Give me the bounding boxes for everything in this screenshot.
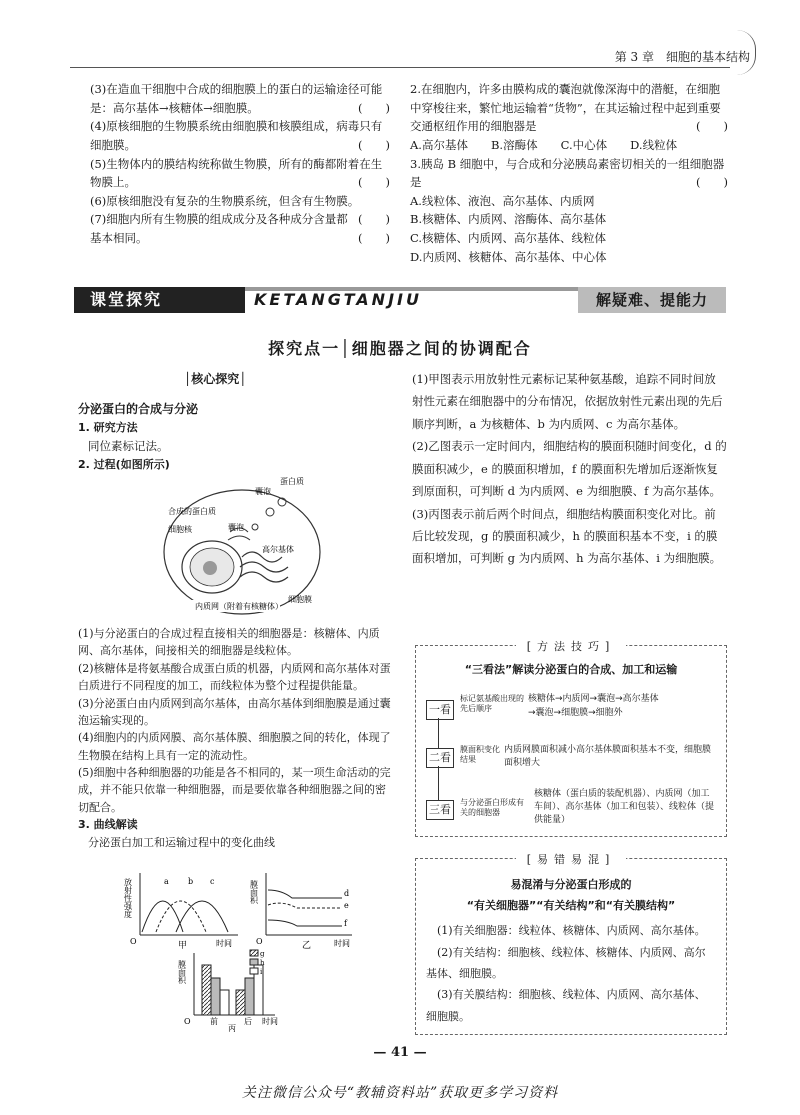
kan-3: 三看 bbox=[426, 800, 454, 820]
explain-2: (2)乙图表示一定时间内，细胞结构的膜面积随时间变化，d 的膜面积减少，e 的膜面积增加，f 的膜面积先增加后逐渐恢复到原面积，可判断 d 为内质网、e 为细胞膜、f 为高尔基体。 bbox=[412, 439, 727, 499]
right-column bbox=[412, 368, 727, 570]
x-before: 前 bbox=[210, 1017, 218, 1026]
x-after: 后 bbox=[244, 1017, 252, 1026]
name-b: 乙 bbox=[302, 941, 312, 951]
banner-left: 课堂探究 bbox=[74, 287, 245, 313]
question-2-options: A.高尔基体 B.溶酶体 C.中心体 D.线粒体 bbox=[410, 137, 678, 152]
para-2: (2)核糖体是将氨基酸合成蛋白质的机器，内质网和高尔基体对蛋白质进行不同程度的加工，而线粒体为整个过程提供能量。 bbox=[78, 661, 391, 693]
left-paras bbox=[78, 625, 396, 851]
confusion-tag: [易错易混] bbox=[516, 851, 626, 868]
option-a: A.线粒体、液泡、高尔基体、内质网 bbox=[410, 193, 595, 208]
diagram-label-er: 内质网（附着有核糖体） bbox=[195, 602, 283, 611]
heading-3: 3. 曲线解读 bbox=[78, 818, 138, 832]
three-look-flow bbox=[422, 690, 722, 830]
option-b: B.核糖体、内质网、溶酶体、高尔基体 bbox=[410, 212, 607, 227]
confusion-box bbox=[415, 853, 727, 1035]
heading-1: 1. 研究方法 bbox=[78, 421, 138, 435]
method-tag: [方法技巧] bbox=[516, 638, 626, 655]
confuse-1: (1)有关细胞器：线粒体、核糖体、内质网、高尔基体。 bbox=[437, 924, 706, 938]
legend-i: i bbox=[260, 968, 263, 976]
explain-1: (1)甲图表示用放射性元素标记某种氨基酸，追踪不同时间放射性元素在细胞器中的分布情况，依据放射性元素出现的先后顺序判断，a 为核糖体、b 为内质网、c 为高尔基体。 bbox=[412, 372, 723, 431]
diagram-label-membrane: 细胞膜 bbox=[288, 595, 312, 604]
origin-b: O bbox=[256, 937, 263, 946]
label-a: a bbox=[164, 877, 169, 886]
core-title: │核心探究│ bbox=[184, 372, 247, 386]
confuse-2: (2)有关结构：细胞核、线粒体、核糖体、内质网、高尔基体、细胞膜。 bbox=[426, 945, 706, 981]
k3-organelles: 核糖体（蛋白质的装配机器）、内质网（加工车间）、高尔基体（加工和包装）、线粒体（提供能量） bbox=[534, 789, 715, 826]
option-c: C.核糖体、内质网、高尔基体、线粒体 bbox=[410, 231, 607, 245]
diagram-label-protein: 蛋白质 bbox=[280, 477, 304, 486]
confusion-title-2: “有关细胞器”“有关结构”和“有关膜结构” bbox=[466, 899, 676, 913]
diagram-label-synth: 合成的蛋白质 bbox=[168, 507, 216, 516]
chart-b-ylabel: 膜面积 bbox=[249, 880, 259, 904]
k2-result: 内质网膜面积减小高尔基体膜面积基本不变，细胞膜面积增大 bbox=[504, 745, 712, 769]
legend-g: g bbox=[260, 950, 265, 958]
chart-a-ylabel: 放射性强度 bbox=[123, 878, 133, 918]
k1-flow: 核糖体→内质网→囊泡→高尔基体 →囊泡→细胞膜→细胞外 bbox=[528, 694, 659, 718]
legend-h: h bbox=[260, 959, 265, 967]
para-4: (4)细胞内的内质网膜、高尔基体膜、细胞膜之间的转化，体现了生物膜在结构上具有一定的流动性。 bbox=[78, 731, 391, 762]
kan-1: 一看 bbox=[426, 700, 454, 720]
cell-diagram bbox=[160, 472, 330, 622]
question-4: (4)原核细胞的生物膜系统由细胞膜和核膜组成，病毒只有细胞膜。 ( ) bbox=[90, 119, 390, 152]
banner-right: 解疑难、提能力 bbox=[578, 287, 726, 313]
explain-3: (3)丙图表示前后两个时间点，细胞结构膜面积变化对比。前后比较发现，g 的膜面积减少，h 的膜面积基本不变，i 的膜面积增加，可判断 g 为内质网、h 为高尔基体、i 为细胞膜。 bbox=[412, 506, 722, 566]
diagram-label-vesicle2: 囊泡 bbox=[228, 523, 244, 532]
option-d: D.内质网、核糖体、高尔基体、中心体 bbox=[410, 249, 607, 264]
kan-2: 二看 bbox=[426, 748, 454, 768]
question-7: (7)细胞内所有生物膜的组成成分及各种成分含量都基本相同。 ( ) bbox=[90, 212, 390, 245]
origin-a: O bbox=[130, 937, 137, 946]
label-c: c bbox=[210, 877, 215, 886]
para-3: (3)分泌蛋白由内质网到高尔基体，由高尔基体到细胞膜是通过囊泡运输实现的。 bbox=[78, 696, 391, 727]
para-1: (1)与分泌蛋白的合成过程直接相关的细胞器是：核糖体、内质网、高尔基体，间接相关的细胞器是线粒体。 bbox=[78, 627, 380, 658]
topic: 分泌蛋白的合成与分泌 bbox=[78, 402, 199, 416]
k2-label: 膜面积变化结果 bbox=[460, 745, 500, 765]
name-c: 丙 bbox=[228, 1024, 236, 1033]
chart-c-ylabel: 膜面积 bbox=[177, 960, 187, 984]
xlabel-c: 时间 bbox=[262, 1017, 278, 1026]
confusion-title-1: 易混淆与分泌蛋白形成的 bbox=[510, 878, 632, 892]
xlabel-b: 时间 bbox=[334, 939, 350, 948]
method: 同位素标记法。 bbox=[88, 439, 169, 454]
curve-intro: 分泌蛋白加工和运输过程中的变化曲线 bbox=[88, 835, 275, 849]
chapter-header: 第 3 章 细胞的基本结构 bbox=[614, 50, 750, 64]
banner-pinyin: KETANGTANJIU bbox=[254, 290, 422, 309]
heading-2: 2. 过程(如图所示) bbox=[78, 457, 170, 471]
question-5: (5)生物体内的膜结构统称做生物膜，所有的酶都附着在生物膜上。 ( ) bbox=[90, 156, 390, 190]
question-3-choice: 3.胰岛 B 细胞中，与合成和分泌胰岛素密切相关的一组细胞器是 ( ) bbox=[410, 156, 728, 190]
chart-yi bbox=[249, 870, 357, 951]
k3-label: 与分泌蛋白形成有关的细胞器 bbox=[460, 798, 524, 818]
label-e: e bbox=[344, 901, 349, 910]
diagram-label-vesicle: 囊泡 bbox=[255, 487, 271, 496]
footer-note: 关注微信公众号“教辅资料站”获取更多学习资料 bbox=[241, 1085, 559, 1101]
label-b: b bbox=[188, 877, 194, 886]
k1-label: 标记氨基酸出现的先后顺序 bbox=[460, 694, 524, 714]
label-d: d bbox=[344, 889, 350, 898]
name-a: 甲 bbox=[178, 941, 188, 951]
origin-c: O bbox=[184, 1017, 191, 1026]
para-5: (5)细胞中各种细胞器的功能是各不相同的，某一项生命活动的完成，并不能只依靠一种细胞器，而是要依靠各种细胞器之间的密切配合。 bbox=[78, 766, 391, 814]
diagram-label-nucleus: 细胞核 bbox=[168, 525, 192, 534]
section-banner bbox=[74, 287, 726, 313]
confuse-3: (3)有关膜结构：细胞核、线粒体、内质网、高尔基体、细胞膜。 bbox=[426, 988, 706, 1023]
judgement-questions bbox=[90, 80, 390, 248]
left-column bbox=[78, 400, 396, 474]
choice-questions bbox=[410, 80, 728, 266]
page-number: — 41 — bbox=[373, 1045, 427, 1060]
question-2: 2.在细胞内，许多由膜构成的囊泡就像深海中的潜艇，在细胞中穿梭往来，繁忙地运输着“货物”，在其运输过程中起到重要交通枢纽作用的细胞器是 ( ) bbox=[410, 82, 728, 134]
chart-bing bbox=[177, 950, 290, 1033]
question-3: (3)在造血干细胞中合成的细胞膜上的蛋白的运输途径可能是：高尔基体→核糖体→细胞膜。 ( ) bbox=[90, 82, 390, 115]
header-rule bbox=[70, 67, 730, 68]
section-title: 探究点一│细胞器之间的协调配合 bbox=[268, 339, 532, 358]
method-title: “三看法”解读分泌蛋白的合成、加工和运输 bbox=[464, 663, 678, 677]
label-f: f bbox=[344, 919, 347, 928]
xlabel-a: 时间 bbox=[216, 939, 232, 948]
question-6: (6)原核细胞没有复杂的生物膜系统，但含有生物膜。 ( ) bbox=[90, 193, 390, 227]
chart-jia bbox=[123, 870, 243, 951]
confusion-items bbox=[416, 914, 726, 1027]
diagram-label-golgi: 高尔基体 bbox=[262, 545, 294, 554]
